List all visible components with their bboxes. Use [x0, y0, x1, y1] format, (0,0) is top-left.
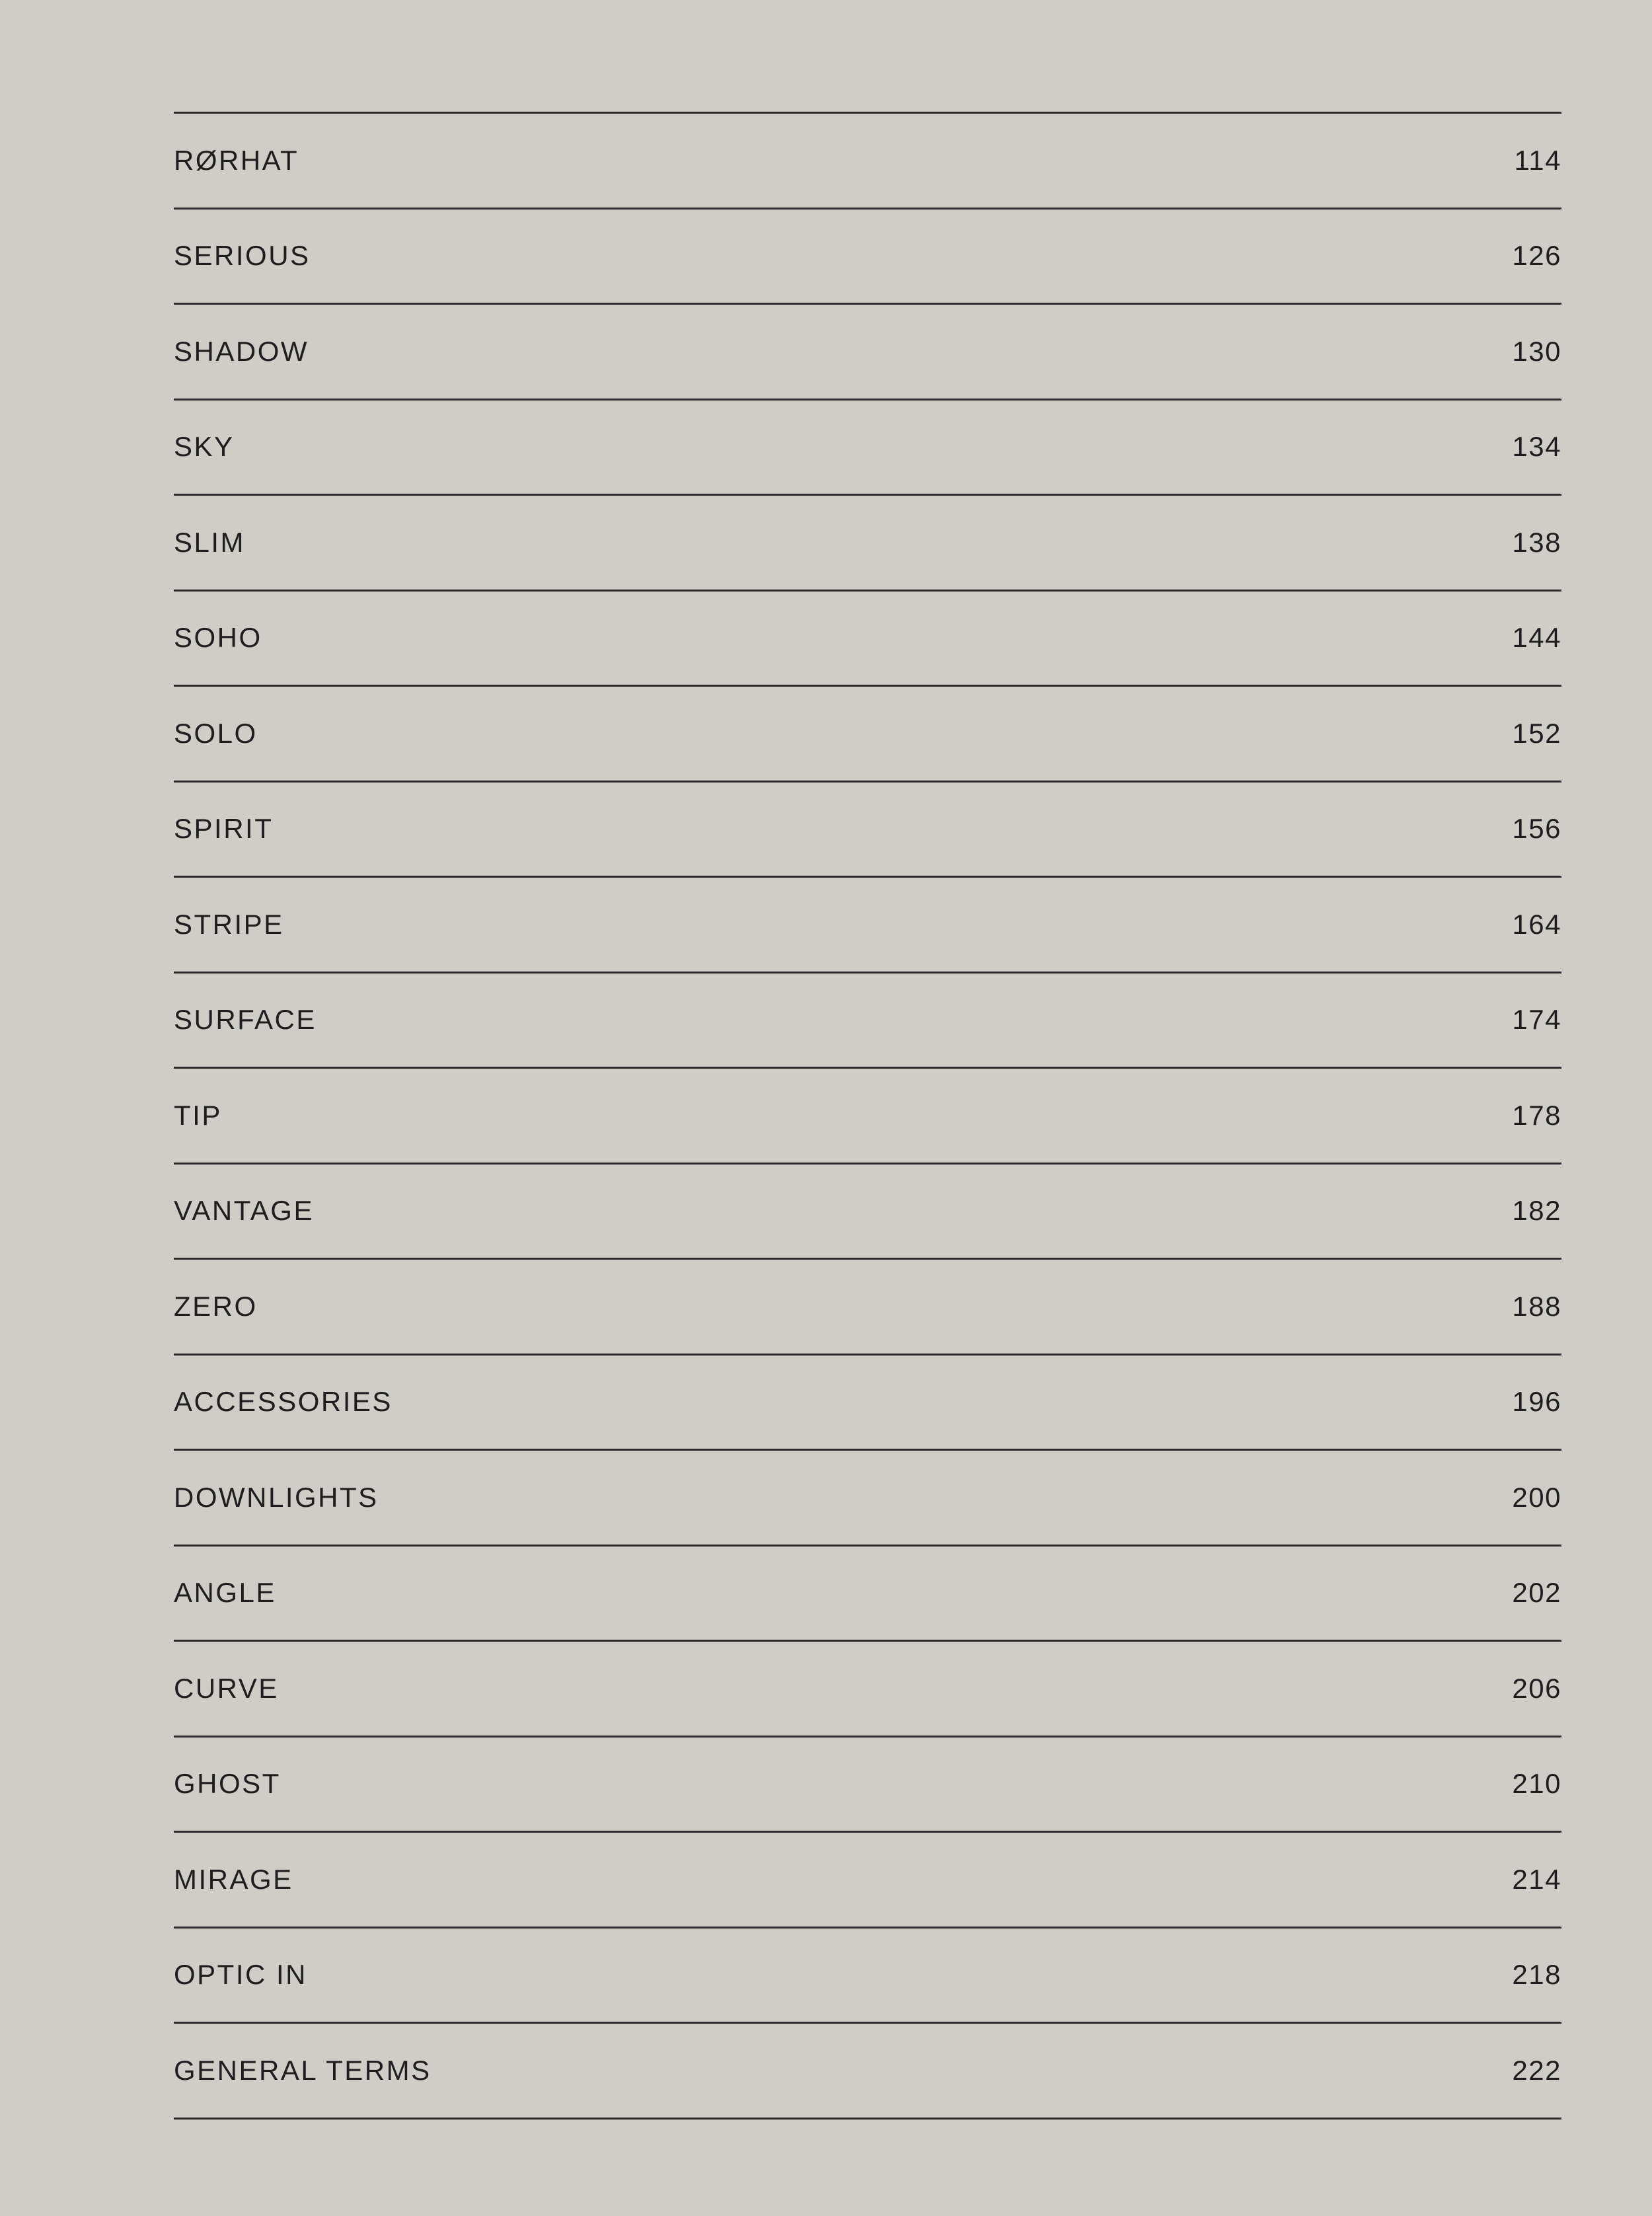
toc-entry-label: MIRAGE [174, 1863, 293, 1895]
toc-entry-label: SKY [174, 431, 235, 463]
toc-entry-page: 222 [1512, 2054, 1561, 2086]
toc-entry[interactable] [174, 1642, 1561, 1738]
toc-entry-label: OPTIC IN [174, 1959, 308, 1991]
toc-entry-label: RØRHAT [174, 144, 299, 176]
toc-entry[interactable] [174, 783, 1561, 878]
toc-entry-page: 200 [1512, 1481, 1561, 1513]
toc-entry-label: SURFACE [174, 1004, 317, 1036]
toc-entry[interactable] [174, 974, 1561, 1069]
toc-entry-label: SLIM [174, 526, 246, 558]
toc-entry-page: 206 [1512, 1672, 1561, 1704]
toc-entry[interactable] [174, 1451, 1561, 1547]
toc-entry-page: 152 [1512, 717, 1561, 749]
toc-entry-page: 188 [1512, 1290, 1561, 1322]
toc-entry[interactable] [174, 1165, 1561, 1260]
toc-entry[interactable] [174, 210, 1561, 305]
toc-entry-page: 214 [1512, 1863, 1561, 1895]
toc-entry-label: VANTAGE [174, 1195, 314, 1227]
toc-entry-page: 144 [1512, 622, 1561, 654]
toc-entry-page: 134 [1512, 431, 1561, 463]
toc-entry-label: ZERO [174, 1290, 258, 1322]
toc-entry[interactable] [174, 305, 1561, 401]
toc-entry-page: 196 [1512, 1386, 1561, 1418]
toc-entry[interactable] [174, 401, 1561, 496]
toc-entry-label: DOWNLIGHTS [174, 1481, 379, 1513]
toc-entry-label: GHOST [174, 1768, 281, 1800]
toc-entry-page: 210 [1512, 1768, 1561, 1800]
toc-entry[interactable] [174, 2024, 1561, 2120]
toc-entry-label: SOLO [174, 717, 258, 749]
toc-entry[interactable] [174, 114, 1561, 210]
toc-entry[interactable] [174, 1069, 1561, 1165]
toc-entry-page: 138 [1512, 526, 1561, 558]
toc-entry-page: 164 [1512, 908, 1561, 940]
toc-entry[interactable] [174, 1929, 1561, 2024]
toc-entry-page: 130 [1512, 335, 1561, 367]
toc-entry-label: STRIPE [174, 908, 284, 940]
toc-entry[interactable] [174, 592, 1561, 687]
toc-entry-page: 156 [1512, 813, 1561, 845]
toc-entry-label: ANGLE [174, 1577, 276, 1609]
toc-entry-label: SERIOUS [174, 240, 311, 272]
toc-entry-label: GENERAL TERMS [174, 2054, 432, 2086]
toc-entry-page: 178 [1512, 1099, 1561, 1131]
toc-entry-label: SOHO [174, 622, 262, 654]
toc-entry-label: ACCESSORIES [174, 1386, 393, 1418]
toc-entry-label: SHADOW [174, 335, 309, 367]
toc-entry-page: 218 [1512, 1959, 1561, 1991]
toc-entry[interactable] [174, 878, 1561, 974]
toc-entry-page: 174 [1512, 1004, 1561, 1036]
toc-entry-page: 182 [1512, 1195, 1561, 1227]
table-of-contents [174, 112, 1561, 2120]
toc-entry[interactable] [174, 1260, 1561, 1356]
toc-entry[interactable] [174, 687, 1561, 783]
toc-entry-page: 202 [1512, 1577, 1561, 1609]
toc-entry[interactable] [174, 1738, 1561, 1833]
toc-entry-label: CURVE [174, 1672, 279, 1704]
toc-entry[interactable] [174, 1547, 1561, 1642]
toc-entry[interactable] [174, 1833, 1561, 1929]
toc-entry-page: 126 [1512, 240, 1561, 272]
toc-entry-label: SPIRIT [174, 813, 274, 845]
toc-entry-page: 114 [1514, 144, 1561, 176]
toc-entry[interactable] [174, 1356, 1561, 1451]
toc-entry[interactable] [174, 496, 1561, 592]
toc-entry-label: TIP [174, 1099, 222, 1131]
